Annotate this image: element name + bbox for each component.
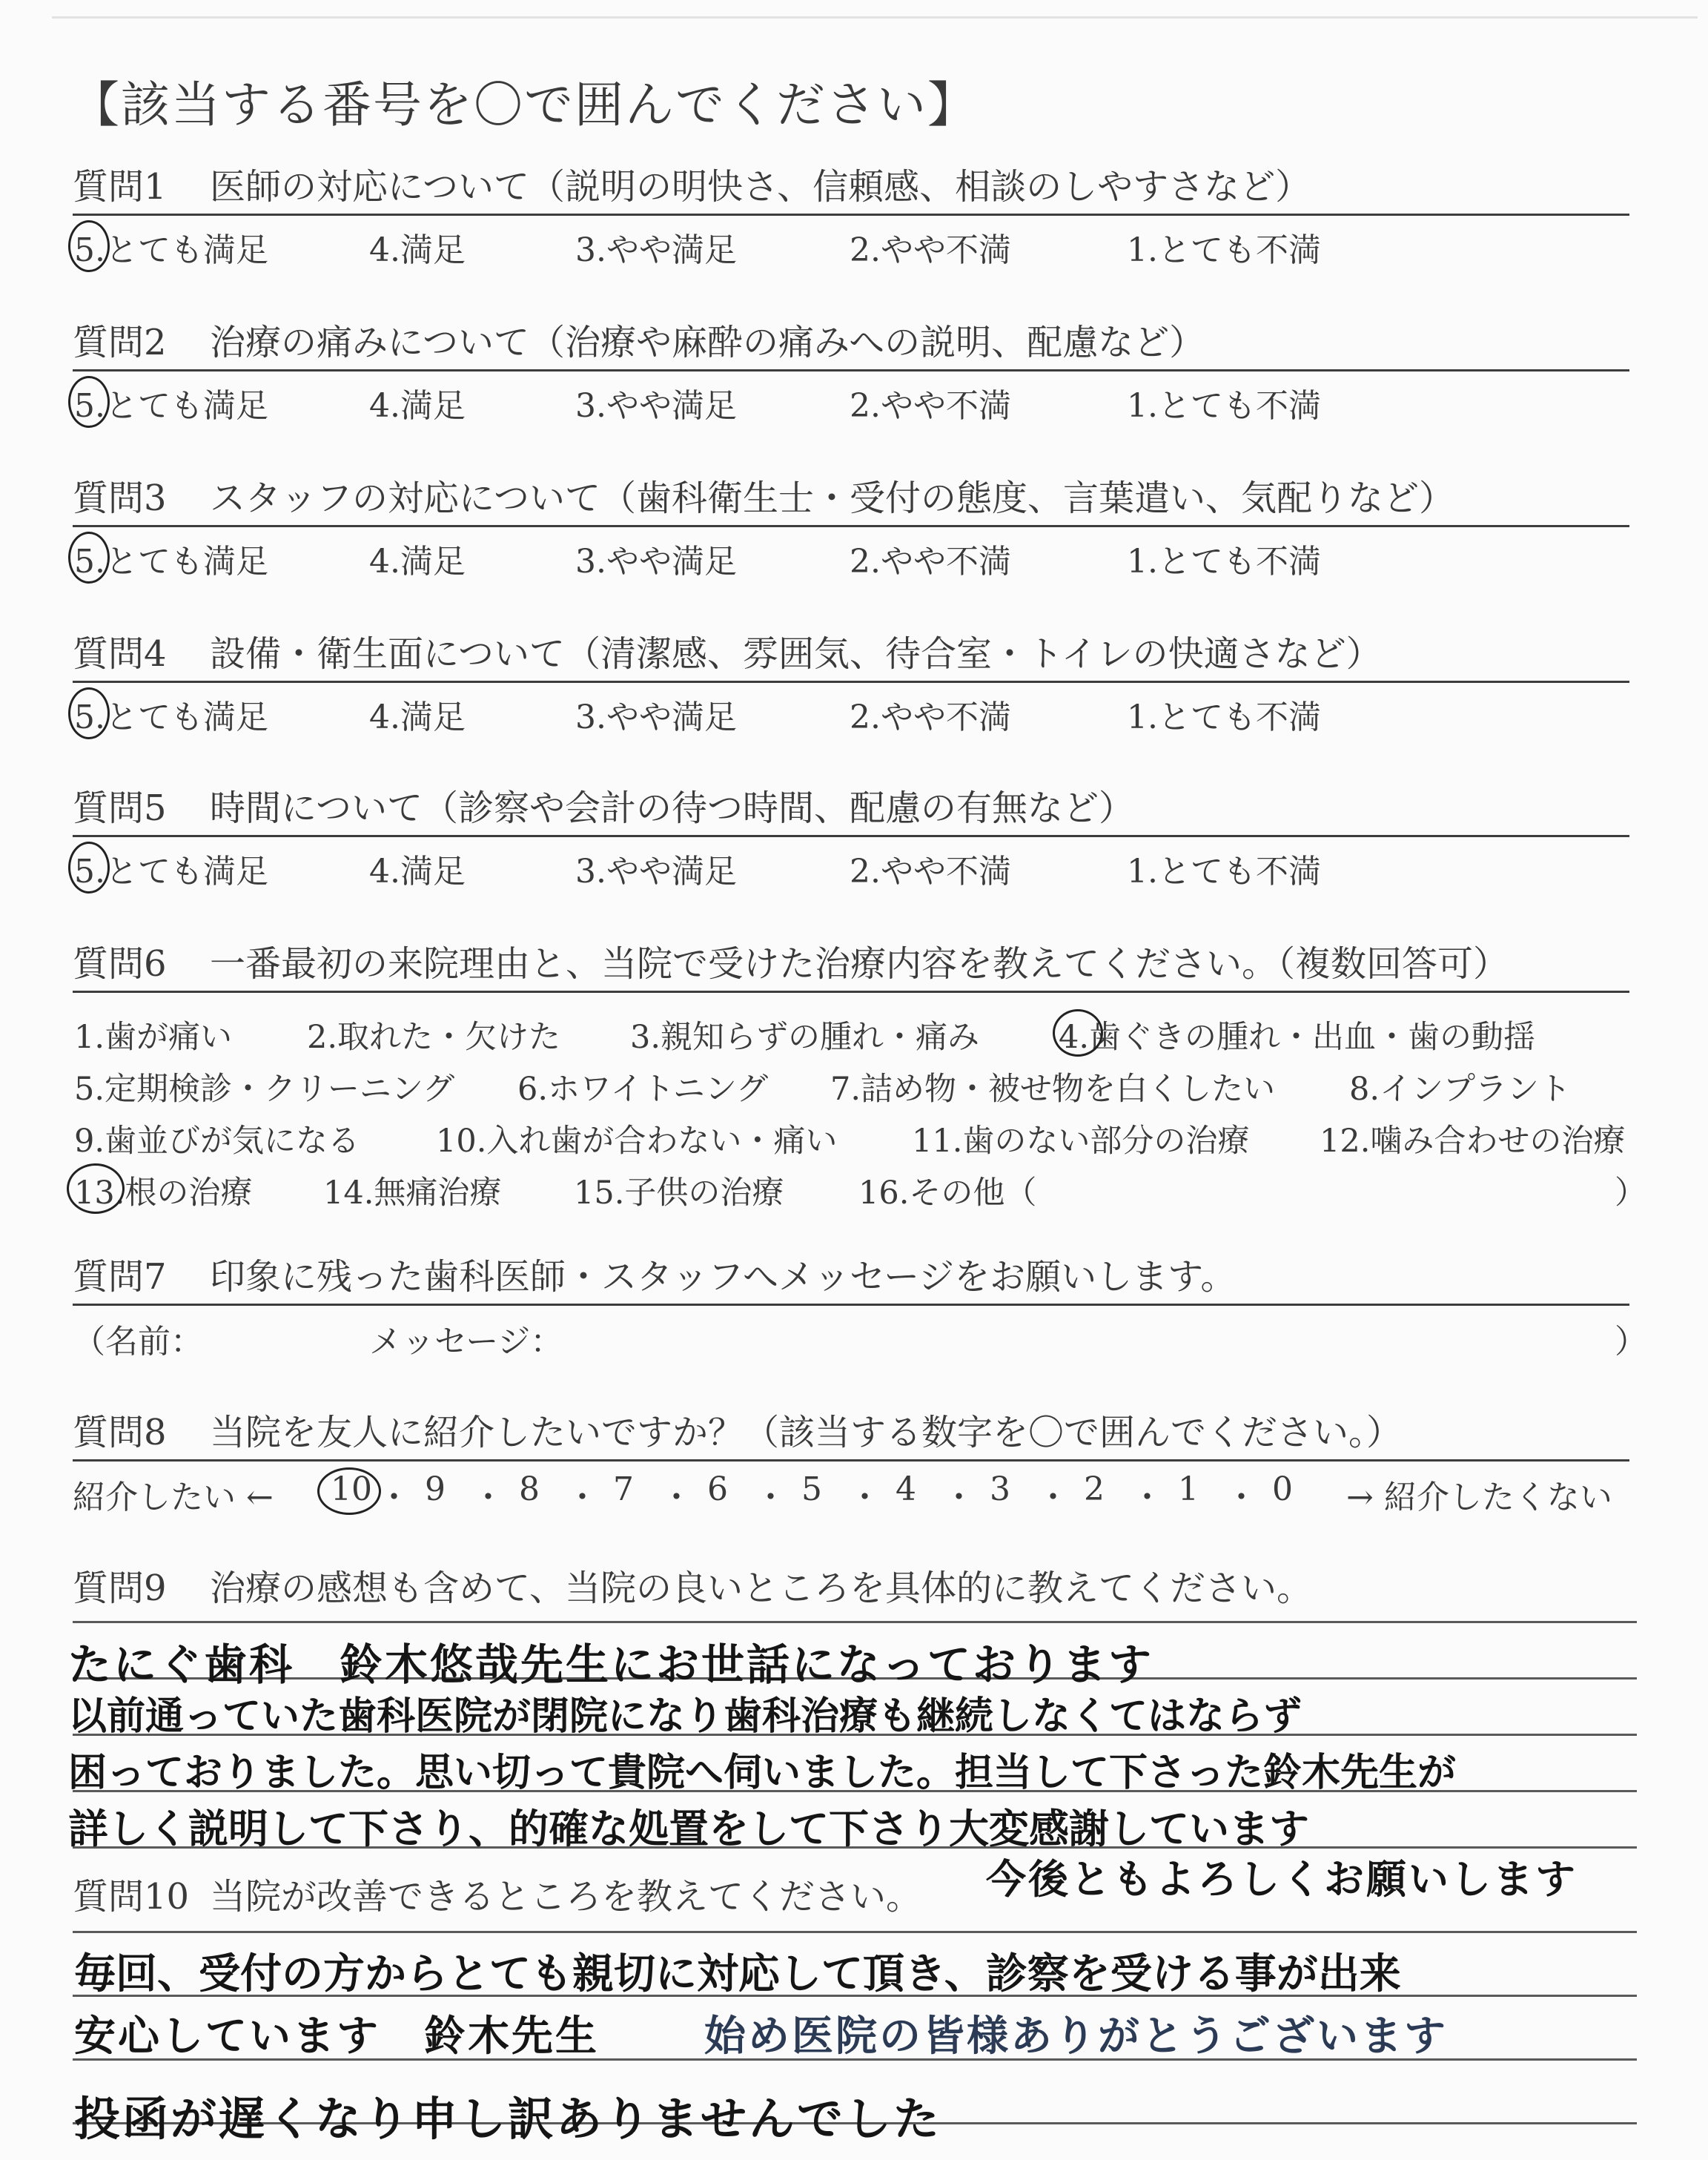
rating-options [73,683,1629,735]
rating-options [73,216,1629,268]
rating-option-2[interactable]: 2.やや不満 [850,387,1011,425]
scale-value-8[interactable]: 8 [519,1470,540,1508]
rating-options [73,837,1629,889]
question-3 [73,475,1629,579]
question-text: スタッフの対応について（歯科衛生士・受付の態度、言葉遣い、気配りなど） [210,478,1455,519]
question-text: 当院が改善できるところを教えてください。 [210,1876,922,1918]
scale-value-5[interactable]: 5 [801,1470,822,1508]
scale-separator: ・ [566,1479,599,1516]
rating-option-1[interactable]: 1.とても不満 [1127,231,1321,269]
question-1 [73,163,1629,268]
rating-option-4[interactable]: 4.満足 [369,853,466,891]
scale-separator: ・ [942,1479,976,1516]
scale-value-4[interactable]: 4 [896,1470,916,1508]
selection-circle [1053,1009,1103,1057]
scale-separator: ・ [848,1479,881,1516]
rating-option-5[interactable]: 5.とても満足 [74,231,268,269]
q6-option-10[interactable]: 10.入れ歯が合わない・痛い [436,1123,838,1160]
question-8 [73,1409,1629,1516]
question-number: 質問4 [73,633,167,675]
q9-answer-line: 詳しく説明して下さり、的確な処置をして下さり大変感謝しています [68,1806,1309,1852]
scale-separator: ・ [471,1479,505,1516]
rating-option-2[interactable]: 2.やや不満 [850,698,1011,736]
q6-option-1[interactable]: 1.歯が痛い [74,1019,233,1056]
question-text: 一番最初の来院理由と、当院で受けた治療内容を教えてください。（複数回答可） [210,943,1509,985]
q6-option-14[interactable]: 14.無痛治療 [323,1175,502,1212]
rating-option-5[interactable]: 5.とても満足 [74,543,268,581]
question-9 [73,1565,1629,1612]
rating-option-5[interactable]: 5.とても満足 [74,853,268,891]
q6-close-paren: ） [1615,1175,1646,1212]
scale-value-0[interactable]: 0 [1272,1470,1293,1508]
question-text: 時間について（診察や会計の待つ時間、配慮の有無など） [210,787,1135,829]
q6-option-7[interactable]: 7.詰め物・被せ物を白くしたい [830,1071,1276,1108]
selection-circle [68,687,110,739]
q6-option-6[interactable]: 6.ホワイトニング [517,1071,769,1108]
rating-option-1[interactable]: 1.とても不満 [1127,698,1321,736]
q6-option-9[interactable]: 9.歯並びが気になる [74,1123,360,1160]
question-number: 質問9 [73,1568,167,1609]
scale-separator: ・ [377,1479,411,1516]
question-7 [73,1253,1647,1361]
selection-circle [68,842,110,894]
rating-option-1[interactable]: 1.とても不満 [1127,387,1321,425]
rating-options [73,527,1629,579]
writing-line [73,1621,1637,1623]
scale-right-label: → 紹介したくない [1346,1479,1612,1516]
recommend-scale [73,1462,1629,1516]
rating-option-2[interactable]: 2.やや不満 [850,231,1011,269]
scale-separator: ・ [754,1479,787,1516]
rating-option-2[interactable]: 2.やや不満 [850,853,1011,891]
question-number: 質問1 [73,166,167,208]
q6-option-8[interactable]: 8.インプラント [1349,1071,1572,1108]
selection-circle [68,220,110,272]
rating-option-3[interactable]: 3.やや満足 [575,231,737,269]
question-number: 質問7 [73,1256,167,1298]
q6-option-16[interactable]: 16.その他（ [858,1175,1037,1212]
question-text: 治療の痛みについて（治療や麻酔の痛みへの説明、配慮など） [210,322,1205,363]
rating-option-3[interactable]: 3.やや満足 [575,387,737,425]
scale-value-6[interactable]: 6 [707,1470,728,1508]
q6-option-5[interactable]: 5.定期検診・クリーニング [74,1071,455,1108]
q9-answer-line: たにぐ歯科 鈴木悠哉先生にお世話になっております [68,1639,1154,1690]
question-number: 質問8 [73,1412,167,1453]
q6-option-4[interactable]: 4.歯ぐきの腫れ・出血・歯の動揺 [1059,1019,1536,1056]
q6-option-12[interactable]: 12.噛み合わせの治療 [1320,1123,1626,1160]
question-number: 質問2 [73,322,167,363]
q10-answer-line: 始め医院の皆様ありがとうございます [704,2012,1448,2061]
rating-options [73,371,1629,423]
rating-option-4[interactable]: 4.満足 [369,231,466,269]
question-text: 当院を友人に紹介したいですか？（該当する数字を〇で囲んでください。） [210,1412,1403,1453]
question-number: 質問6 [73,943,167,985]
page-title: 【該当する番号を〇で囲んでください】 [70,76,978,133]
rating-option-3[interactable]: 3.やや満足 [575,698,737,736]
q10-answer-line: 毎回、受付の方からとても親切に対応して頂き、診察を受ける事が出来 [74,1950,1401,1998]
question-text: 治療の感想も含めて、当院の良いところを具体的に教えてください。 [210,1568,1313,1609]
scale-left-label: 紹介したい ← [73,1479,274,1516]
question-text: 印象に残った歯科医師・スタッフへメッセージをお願いします。 [210,1256,1237,1298]
question-10 [73,1873,1629,1920]
rating-option-2[interactable]: 2.やや不満 [850,543,1011,581]
q6-option-15[interactable]: 15.子供の治療 [574,1175,784,1212]
scale-separator: ・ [1225,1479,1258,1516]
question-2 [73,319,1629,423]
scale-value-3[interactable]: 3 [990,1470,1010,1508]
q6-option-11[interactable]: 11.歯のない部分の治療 [912,1123,1250,1160]
selection-circle [68,376,110,428]
scale-value-2[interactable]: 2 [1084,1470,1105,1508]
rating-option-5[interactable]: 5.とても満足 [74,698,268,736]
q9-answer-line: 困っておりました。思い切って貴院へ伺いました。担当して下さった鈴木先生が [68,1751,1457,1795]
question-4 [73,630,1629,735]
name-label: （名前： [73,1323,203,1361]
scale-separator: ・ [1036,1479,1070,1516]
writing-line [73,1931,1637,1933]
rating-option-5[interactable]: 5.とても満足 [74,387,268,425]
top-border [52,16,1698,19]
question-6 [73,940,1646,1215]
question-number: 質問10 [73,1876,190,1918]
close-paren: ） [1615,1323,1647,1361]
q9-answer-line: 今後ともよろしくお願いします [986,1856,1578,1903]
question-text: 設備・衛生面について（清潔感、雰囲気、待合室・トイレの快適さなど） [210,633,1382,675]
scale-value-10[interactable]: 10 [331,1470,372,1508]
selection-circle [68,532,110,584]
q6-option-2[interactable]: 2.取れた・欠けた [307,1019,561,1056]
scale-separator: ・ [660,1479,693,1516]
q6-options [73,993,1646,1215]
question-5 [73,785,1629,889]
rating-option-1[interactable]: 1.とても不満 [1127,853,1321,891]
scale-separator: ・ [1131,1479,1164,1516]
question-number: 質問3 [73,478,167,519]
q6-option-13[interactable]: 13.根の治療 [74,1175,253,1212]
q10-answer-line: 投函が遅くなり申し訳ありませんでした [74,2092,942,2146]
message-label[interactable]: メッセージ： [369,1323,563,1361]
question-number: 質問5 [73,787,167,829]
selection-circle [67,1163,125,1214]
rating-option-4[interactable]: 4.満足 [369,698,466,736]
rating-option-4[interactable]: 4.満足 [369,387,466,425]
scale-value-7[interactable]: 7 [613,1470,634,1508]
q6-option-3[interactable]: 3.親知らずの腫れ・痛み [630,1019,980,1056]
question-text: 医師の対応について（説明の明快さ、信頼感、相談のしやすさなど） [210,166,1311,208]
scale-value-1[interactable]: 1 [1178,1470,1199,1508]
q10-answer-line: 安心しています 鈴木先生 [74,2012,599,2061]
rating-option-1[interactable]: 1.とても不満 [1127,543,1321,581]
q9-answer-line: 以前通っていた歯科医院が閉院になり歯科治療も継続しなくてはならず [68,1694,1302,1739]
rating-option-3[interactable]: 3.やや満足 [575,543,737,581]
rating-option-3[interactable]: 3.やや満足 [575,853,737,891]
scale-value-9[interactable]: 9 [425,1470,446,1508]
rating-option-4[interactable]: 4.満足 [369,543,466,581]
